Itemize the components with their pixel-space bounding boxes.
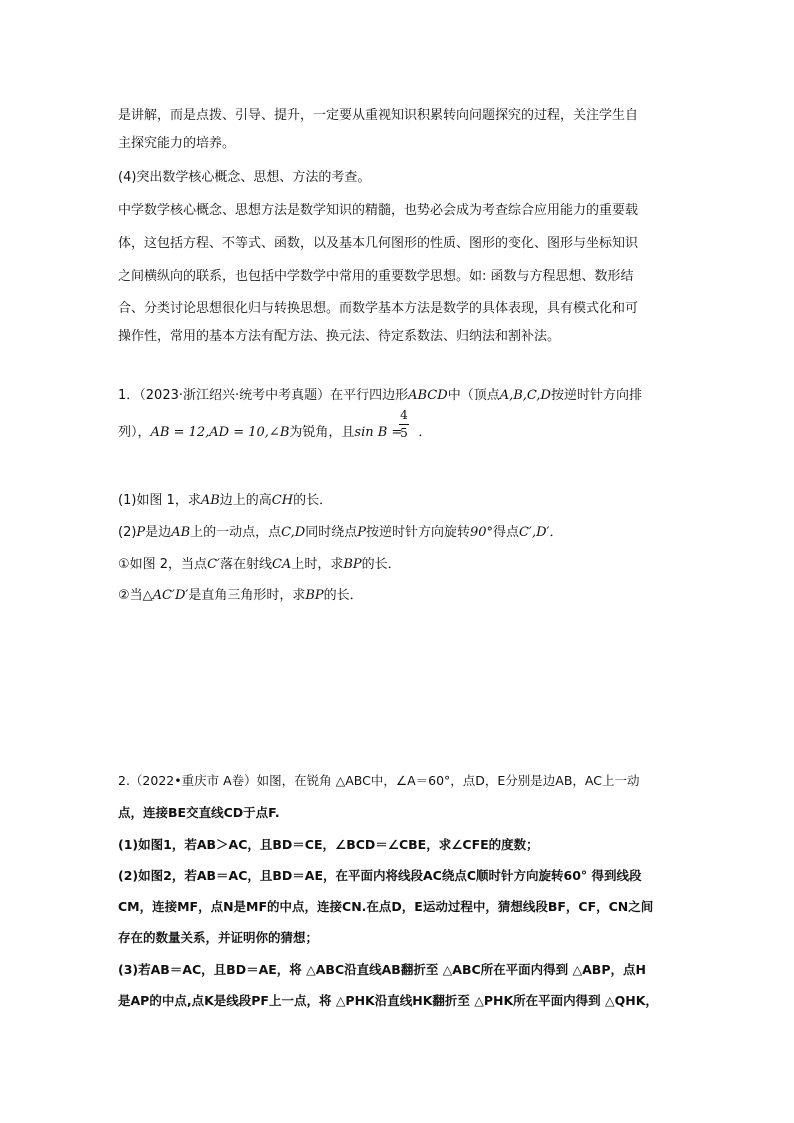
intro-line-6: 之间横纵向的联系，也包括中学数学中常用的重要数学思想。如: 函数与方程思想、数形结 [118, 269, 634, 284]
q1-sub-2: ②当△AC′D′是直角三角形时，求BP的长． [118, 588, 363, 603]
q1-part-2: (2)P是边AB上的一动点，点C,D同时绕点P按逆时针方向旋转90°得点C′,D′． [118, 525, 563, 540]
fraction-denominator: 5 [400, 426, 408, 440]
q2-line-4: (2)如图2，若AB＝AC，且BD＝AE，在平面内将线段AC绕点C顺时针方向旋转60° 得到线段 [118, 868, 642, 883]
intro-line-8: 操作性，常用的基本方法有配方法、换元法、待定系数法、归纳法和割补法。 [118, 329, 561, 344]
q2-line-7: (3)若AB＝AC，且BD＝AE，将 △ABC沿直线AB翻折至 △ABC所在平面内得到 △ABP，点H [118, 962, 646, 977]
q2-line-2: 点，连接BE交直线CD于点F. [118, 805, 280, 820]
fraction-bar [399, 424, 409, 425]
document-page [118, 0, 688, 1123]
q1-part-1: (1)如图 1，求AB边上的高CH的长． [118, 493, 333, 508]
intro-line-4: 中学数学核心概念、思想方法是数学知识的精髓，也势必会成为考查综合应用能力的重要载 [118, 203, 639, 218]
q1-sub-1: ①如图 2，当点C′落在射线CA上时，求BP的长． [118, 557, 401, 572]
q2-line-1: 2.（2022•重庆市 A卷）如图，在锐角 △ABC中，∠A＝60°，点D，E分别是边AB，AC上一动 [118, 773, 640, 788]
intro-line-2: 主探究能力的培养。 [118, 136, 236, 151]
fraction-numerator: 4 [400, 408, 408, 422]
q2-line-5: CM，连接MF，点N是MF的中点，连接CN.在点D，E运动过程中，猜想线段BF，CF，CN之间 [118, 899, 654, 914]
q1-line-2: 列），AB = 12,AD = 10,∠B为锐角，且sin B = ． [118, 425, 432, 440]
intro-line-7: 合、分类讨论思想很化归与转换思想。而数学基本方法是数学的具体表现，具有模式化和可 [118, 301, 639, 316]
intro-line-3: (4)突出数学核心概念、思想、方法的考查。 [118, 170, 371, 185]
q1-line-1: 1．（2023·浙江绍兴·统考中考真题）在平行四边形ABCD中（顶点A,B,C,D按逆时针方向排 [118, 388, 642, 403]
q2-line-3: (1)如图1，若AB＞AC，且BD＝CE，∠BCD＝∠CBE，求∠CFE的度数； [118, 837, 539, 852]
q2-line-8: 是AP的中点,点K是线段PF上一点，将 △PHK沿直线HK翻折至 △PHK所在平面内得到 △QHK， [118, 993, 658, 1008]
intro-line-5: 体，这包括方程、不等式、函数，以及基本几何图形的性质、图形的变化、图形与坐标知识 [118, 236, 639, 251]
intro-line-1: 是讲解，而是点拨、引导、提升，一定要从重视知识积累转向问题探究的过程，关注学生自 [118, 108, 639, 123]
q2-line-6: 存在的数量关系，并证明你的猜想； [118, 930, 319, 945]
